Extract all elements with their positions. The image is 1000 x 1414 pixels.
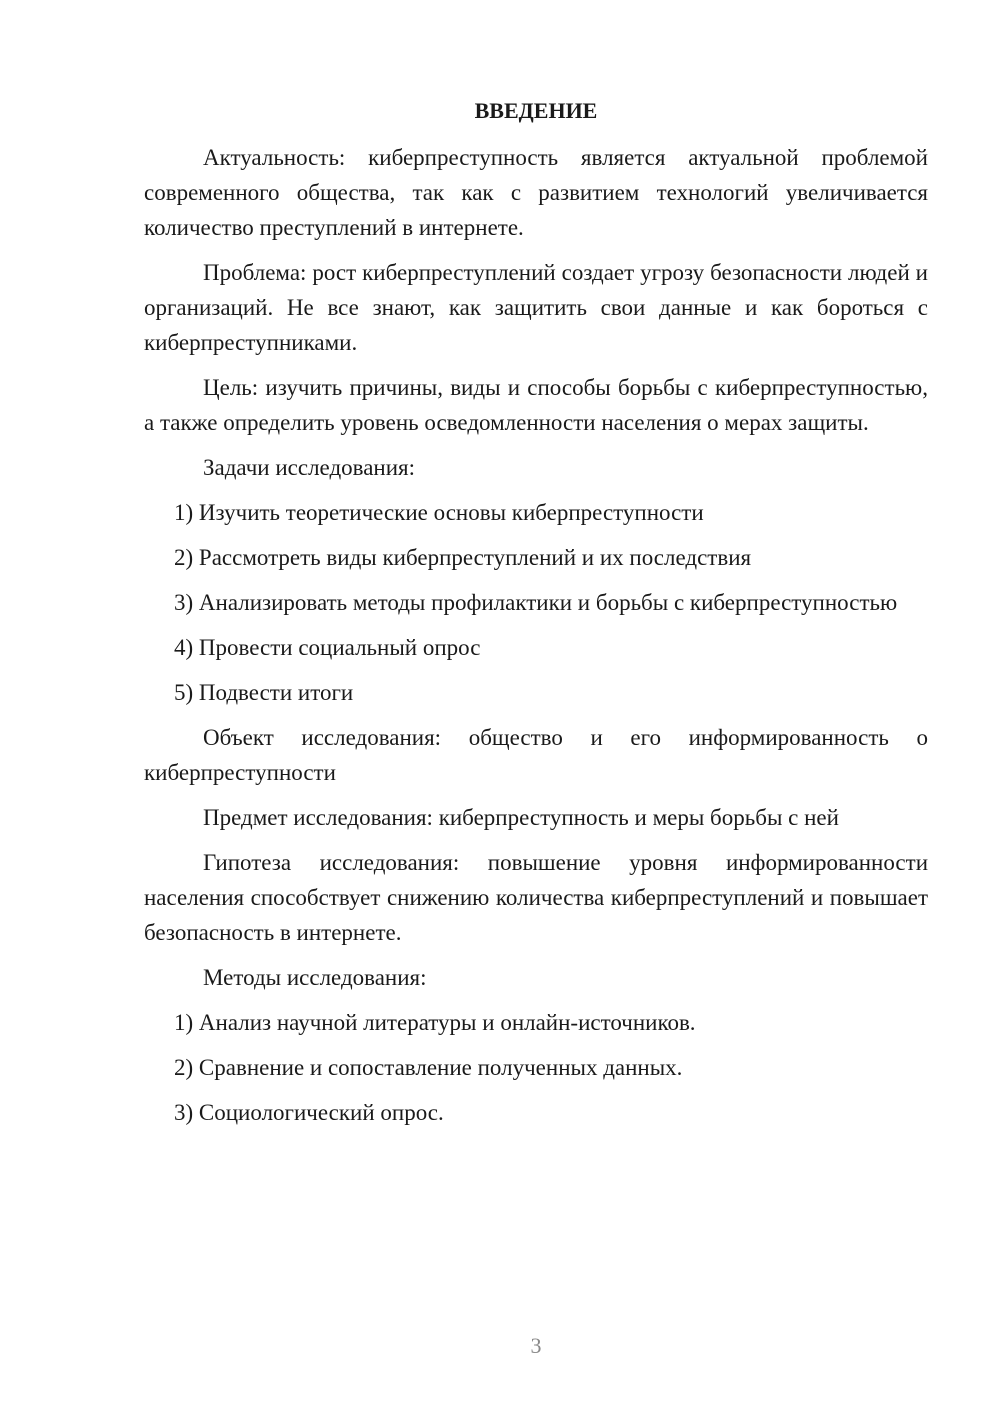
tasks-heading: Задачи исследования: <box>203 455 416 480</box>
method-item: 3) Социологический опрос. <box>174 1100 444 1125</box>
methods-heading: Методы исследования: <box>203 965 427 990</box>
page-body <box>144 96 928 1140</box>
task-item: 1) Изучить теоретические основы киберпреступности <box>174 500 704 525</box>
goal-paragraph: Цель: изучить причины, виды и способы борьбы с киберпреступностью, а также определить уровень осведомленности населения о мерах защиты. <box>144 375 928 435</box>
subject-paragraph: Предмет исследования: киберпреступность и меры борьбы с ней <box>203 805 839 830</box>
task-item: 4) Провести социальный опрос <box>174 635 481 660</box>
hypothesis-paragraph: Гипотеза исследования: повышение уровня информированности населения способствует снижению количества киберпреступлений и повышает безопасность в интернете. <box>144 850 928 945</box>
section-title: ВВЕДЕНИЕ <box>474 98 598 123</box>
problem-paragraph: Проблема: рост киберпреступлений создает угрозу безопасности людей и организаций. Не все знают, как защитить свои данные и как бороться с киберпреступниками. <box>144 260 928 355</box>
page-number: 3 <box>530 1333 542 1358</box>
task-item: 3) Анализировать методы профилактики и борьбы с киберпреступностью <box>174 590 898 615</box>
task-item: 5) Подвести итоги <box>174 680 354 705</box>
relevance-paragraph: Актуальность: киберпреступность является актуальной проблемой современного общества, так как с развитием технологий увеличивается количество преступлений в интернете. <box>144 145 928 240</box>
method-item: 2) Сравнение и сопоставление полученных данных. <box>174 1055 683 1080</box>
object-paragraph: Объект исследования: общество и его информированность о киберпреступности <box>144 725 928 785</box>
method-item: 1) Анализ научной литературы и онлайн-источников. <box>174 1010 696 1035</box>
task-item: 2) Рассмотреть виды киберпреступлений и их последствия <box>174 545 752 570</box>
